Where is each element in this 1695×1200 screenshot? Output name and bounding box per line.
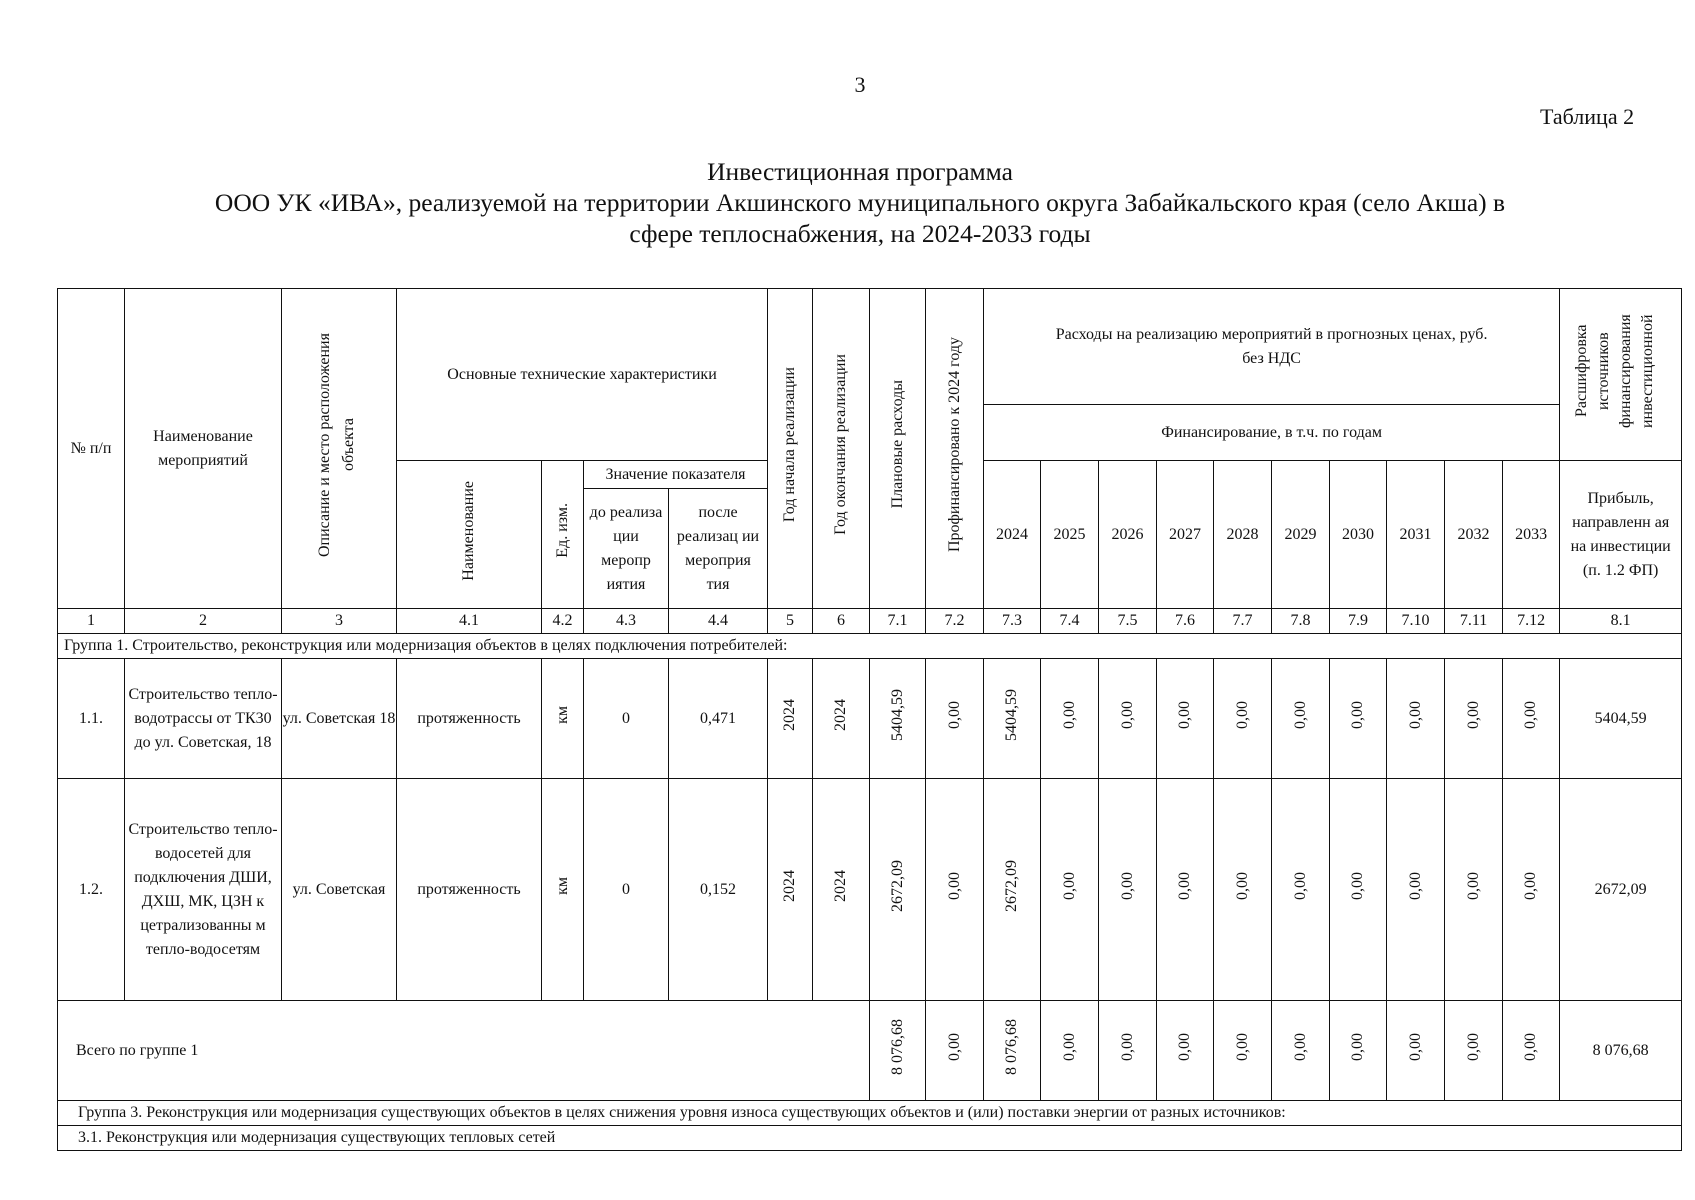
header-financed: [926, 289, 984, 609]
header-year-8: 2032: [1445, 461, 1503, 609]
row-year-value: 0,00: [1118, 700, 1136, 729]
total-year-cell: [1503, 1001, 1560, 1101]
total-year-cell: [1445, 1001, 1503, 1101]
header-after: после реализац ии мероприя тия: [669, 489, 768, 609]
row-start: 2024: [781, 698, 799, 731]
total-financed-cell: [926, 1001, 984, 1101]
header-sources-text: Расшифровка источников финансирования инвестиционной: [1572, 313, 1656, 428]
row-name: Строительство тепло-водосетей для подключения ДШИ, ДХШ, МК, ЦЗН к цетрализованны м тепло-водосетям: [125, 779, 282, 1001]
row-profit: 2672,09: [1560, 779, 1682, 1001]
col-number: 4.3: [584, 609, 669, 634]
row-year-value: 5404,59: [1003, 688, 1021, 741]
col-number: 6: [813, 609, 870, 634]
total-year-cell: [1214, 1001, 1272, 1101]
total-label: Всего по группе 1: [58, 1001, 870, 1101]
header-year-9: 2033: [1503, 461, 1560, 609]
col-number: 1: [58, 609, 125, 634]
total-year-cell: [1387, 1001, 1445, 1101]
total-profit: 8 076,68: [1560, 1001, 1682, 1101]
row-year-cell: [1387, 779, 1445, 1001]
col-number: 7.11: [1445, 609, 1503, 634]
col-number: 5: [768, 609, 813, 634]
title-line-2: ООО УК «ИВА», реализуемой на территории Акшинского муниципального округа Забайкальского края (село Акша) в: [214, 188, 1506, 217]
col-number: 7.1: [870, 609, 926, 634]
header-sources: [1560, 289, 1682, 461]
header-year-2: 2026: [1099, 461, 1157, 609]
row-end-cell: [813, 779, 870, 1001]
page-number: 3: [854, 72, 866, 97]
total-financed: 0,00: [945, 1032, 963, 1061]
total-year-value: 0,00: [1349, 1032, 1367, 1061]
row-end-cell: [813, 659, 870, 779]
total-year-value: 0,00: [1291, 1032, 1309, 1061]
row-year-value: 0,00: [1233, 700, 1251, 729]
total-year-cell: [1041, 1001, 1099, 1101]
row-year-cell: [1099, 659, 1157, 779]
header-tech-name: [397, 461, 542, 609]
col-number: 4.2: [542, 609, 584, 634]
row-financed-cell: [926, 659, 984, 779]
row-num: 1.1.: [58, 659, 125, 779]
col-number: 7.12: [1503, 609, 1560, 634]
header-start-year: [768, 289, 813, 609]
header-year-6: 2030: [1330, 461, 1387, 609]
row-year-value: 0,00: [1118, 871, 1136, 900]
header-planned-text: Плановые расходы: [888, 380, 906, 509]
row-year-cell: [1214, 659, 1272, 779]
total-year-value: 0,00: [1118, 1032, 1136, 1061]
total-planned-cell: [870, 1001, 926, 1101]
total-year-value: 0,00: [1233, 1032, 1251, 1061]
header-year-3: 2027: [1157, 461, 1214, 609]
col-number: 7.2: [926, 609, 984, 634]
document-title: [0, 156, 1695, 249]
row-financed: 0,00: [945, 871, 963, 900]
header-financed-text: Профинансировано к 2024 году: [945, 337, 963, 552]
row-year-value: 0,00: [1406, 700, 1424, 729]
title-line-1: Инвестиционная программа: [707, 157, 1013, 186]
header-financing: Финансирование, в т.ч. по годам: [984, 405, 1560, 461]
header-year-7: 2031: [1387, 461, 1445, 609]
title-line-3: сфере теплоснабжения, на 2024-2033 годы: [629, 219, 1091, 248]
row-year-cell: [1157, 659, 1214, 779]
header-year-0: 2024: [984, 461, 1041, 609]
header-indicator: Значение показателя: [584, 461, 768, 489]
header-tech-name-text: Наименование: [460, 480, 477, 581]
row-end: 2024: [832, 698, 850, 731]
col-number: 2: [125, 609, 282, 634]
row-after: 0,471: [669, 659, 768, 779]
row-year-value: 0,00: [1522, 871, 1540, 900]
row-location: ул. Советская: [282, 779, 397, 1001]
row-before: 0: [584, 659, 669, 779]
row-year-cell: [1041, 779, 1099, 1001]
row-year-cell: [1445, 659, 1503, 779]
header-location: [282, 289, 397, 609]
row-year-value: 0,00: [1349, 871, 1367, 900]
row-unit: км: [553, 876, 571, 895]
row-year-value: 0,00: [1233, 871, 1251, 900]
row-year-cell: [1157, 779, 1214, 1001]
total-year-value: 0,00: [1176, 1032, 1194, 1061]
row-year-cell: [1330, 659, 1387, 779]
total-year-cell: [984, 1001, 1041, 1101]
row-year-value: 0,00: [1176, 700, 1194, 729]
header-tech: Основные технические характеристики: [397, 289, 768, 461]
header-unit-text: Ед. изм.: [553, 503, 571, 558]
row-year-cell: [984, 659, 1041, 779]
header-year-1: 2025: [1041, 461, 1099, 609]
row-tech-name: протяженность: [397, 779, 542, 1001]
header-end-year-text: Год окончания реализации: [832, 354, 850, 535]
col-number: 4.1: [397, 609, 542, 634]
total-year-cell: [1272, 1001, 1330, 1101]
table-row: [58, 779, 1682, 1001]
col-number: 7.8: [1272, 609, 1330, 634]
group-3-title: Группа 3. Реконструкция или модернизация существующих объектов в целях снижения уровня износа существующих объектов и (или) поставки энергии от разных источников:: [58, 1101, 1682, 1126]
row-year-value: 0,00: [1522, 700, 1540, 729]
table-label: Таблица 2: [1540, 104, 1635, 129]
row-financed: 0,00: [945, 700, 963, 729]
col-number: 7.9: [1330, 609, 1387, 634]
row-num: 1.2.: [58, 779, 125, 1001]
row-location: ул. Советская 18: [282, 659, 397, 779]
total-year-cell: [1330, 1001, 1387, 1101]
col-number: 4.4: [669, 609, 768, 634]
row-year-cell: [1272, 779, 1330, 1001]
row-year-cell: [1214, 779, 1272, 1001]
row-unit-cell: [542, 779, 584, 1001]
col-number: 7.7: [1214, 609, 1272, 634]
row-year-value: 0,00: [1464, 700, 1482, 729]
row-year-cell: [1330, 779, 1387, 1001]
col-number: 3: [282, 609, 397, 634]
header-name: Наименование мероприятий: [125, 289, 282, 609]
header-year-5: 2029: [1272, 461, 1330, 609]
total-planned: 8 076,68: [888, 1018, 906, 1075]
total-year-value: 0,00: [1522, 1032, 1540, 1061]
header-num: № п/п: [58, 289, 125, 609]
header-profit: Прибыль, направленн ая на инвестиции (п. 1.2 ФП): [1560, 461, 1682, 609]
header-end-year: [813, 289, 870, 609]
row-year-cell: [984, 779, 1041, 1001]
row-start-cell: [768, 659, 813, 779]
row-year-value: 0,00: [1060, 700, 1078, 729]
row-after: 0,152: [669, 779, 768, 1001]
row-year-value: 0,00: [1349, 700, 1367, 729]
col-number: 7.4: [1041, 609, 1099, 634]
row-year-value: 0,00: [1060, 871, 1078, 900]
col-number: 7.5: [1099, 609, 1157, 634]
col-number: 8.1: [1560, 609, 1682, 634]
row-planned: 2672,09: [888, 859, 906, 912]
row-year-cell: [1445, 779, 1503, 1001]
header-planned: [870, 289, 926, 609]
subgroup-3-1-title: 3.1. Реконструкция или модернизация существующих тепловых сетей: [58, 1126, 1682, 1151]
row-planned: 5404,59: [888, 688, 906, 741]
row-tech-name: протяженность: [397, 659, 542, 779]
row-year-cell: [1041, 659, 1099, 779]
total-year-cell: [1099, 1001, 1157, 1101]
row-planned-cell: [870, 779, 926, 1001]
investment-table: [57, 288, 1682, 1151]
row-planned-cell: [870, 659, 926, 779]
header-unit: [542, 461, 584, 609]
row-year-value: 0,00: [1291, 871, 1309, 900]
row-year-cell: [1503, 659, 1560, 779]
header-before: до реализа ции меропр иятия: [584, 489, 669, 609]
row-year-cell: [1503, 779, 1560, 1001]
header-expenses: Расходы на реализацию мероприятий в прогнозных ценах, руб. без НДС: [984, 289, 1560, 405]
row-year-value: 2672,09: [1003, 859, 1021, 912]
row-unit: км: [553, 705, 571, 724]
col-number: 7.3: [984, 609, 1041, 634]
row-financed-cell: [926, 779, 984, 1001]
row-year-cell: [1272, 659, 1330, 779]
row-end: 2024: [832, 869, 850, 902]
col-number: 7.10: [1387, 609, 1445, 634]
total-year-value: 8 076,68: [1003, 1018, 1021, 1075]
group-1-title: Группа 1. Строительство, реконструкция или модернизация объектов в целях подключения потребителей:: [58, 634, 1682, 659]
header-year-4: 2028: [1214, 461, 1272, 609]
row-year-cell: [1387, 659, 1445, 779]
row-year-cell: [1099, 779, 1157, 1001]
total-year-cell: [1157, 1001, 1214, 1101]
table-row: [58, 659, 1682, 779]
total-year-value: 0,00: [1060, 1032, 1078, 1061]
total-year-value: 0,00: [1406, 1032, 1424, 1061]
row-before: 0: [584, 779, 669, 1001]
row-start-cell: [768, 779, 813, 1001]
row-start: 2024: [781, 869, 799, 902]
total-year-value: 0,00: [1464, 1032, 1482, 1061]
row-year-value: 0,00: [1176, 871, 1194, 900]
row-year-value: 0,00: [1291, 700, 1309, 729]
column-numbers-row: [58, 609, 1682, 634]
header-location-text: Описание и место расположения объекта: [316, 332, 357, 557]
row-year-value: 0,00: [1406, 871, 1424, 900]
total-row: [58, 1001, 1682, 1101]
header-start-year-text: Год начала реализации: [781, 366, 799, 523]
row-year-value: 0,00: [1464, 871, 1482, 900]
row-profit: 5404,59: [1560, 659, 1682, 779]
col-number: 7.6: [1157, 609, 1214, 634]
row-name: Строительство тепло-водотрассы от ТК30 до ул. Советская, 18: [125, 659, 282, 779]
row-unit-cell: [542, 659, 584, 779]
